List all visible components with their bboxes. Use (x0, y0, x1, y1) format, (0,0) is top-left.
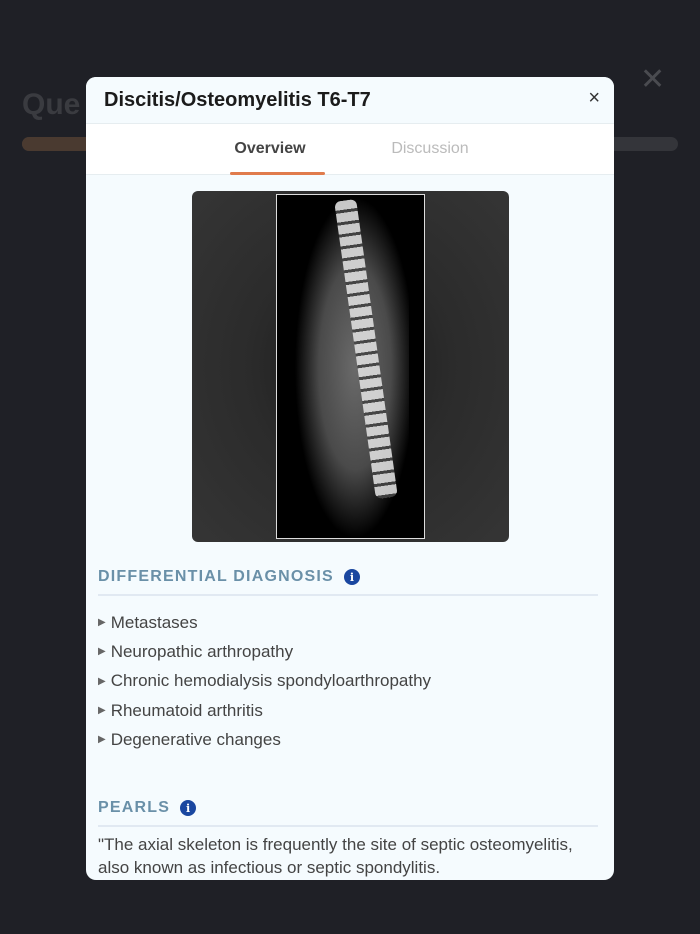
list-item[interactable] (98, 637, 598, 666)
item-label: Neuropathic arthropathy (110, 641, 294, 661)
triangle-right-icon: ▶ (98, 675, 106, 687)
close-button[interactable]: × (588, 87, 600, 109)
tab-bar (86, 124, 614, 175)
item-label: Chronic hemodialysis spondyloarthropathy (110, 671, 432, 691)
pearls-text: "The axial skeleton is frequently the site of septic osteomyelitis, also known as infectious or septic spondylitis. (98, 835, 573, 878)
ct-image-viewer[interactable] (192, 191, 509, 542)
differential-title: DIFFERENTIAL DIAGNOSIS (98, 568, 334, 585)
case-modal (86, 77, 614, 880)
modal-title: Discitis/Osteomyelitis T6-T7 (104, 89, 371, 111)
list-item[interactable] (98, 725, 598, 754)
pearls-title: PEARLS (98, 799, 171, 817)
ct-sagittal-image (276, 194, 425, 539)
pearls-header (98, 799, 598, 827)
background-close-icon[interactable]: ✕ (640, 63, 666, 96)
info-icon[interactable]: i (344, 569, 360, 585)
triangle-right-icon: ▶ (98, 734, 106, 746)
modal-header (86, 77, 614, 124)
pearls-section (86, 799, 614, 879)
list-item[interactable] (98, 667, 598, 696)
tab-overview[interactable]: Overview (190, 124, 350, 174)
triangle-right-icon: ▶ (98, 646, 106, 658)
tab-discussion[interactable]: Discussion (391, 140, 469, 157)
item-label: Rheumatoid arthritis (110, 700, 263, 720)
item-label: Degenerative changes (110, 729, 281, 749)
triangle-right-icon: ▶ (98, 617, 106, 629)
differential-list (98, 608, 598, 754)
differential-header (98, 568, 598, 596)
item-label: Metastases (110, 612, 198, 632)
differential-section (86, 568, 614, 754)
list-item[interactable] (98, 608, 598, 637)
list-item[interactable] (98, 696, 598, 725)
triangle-right-icon: ▶ (98, 705, 106, 717)
info-icon[interactable]: i (180, 800, 196, 816)
background-title: Que (22, 88, 81, 121)
